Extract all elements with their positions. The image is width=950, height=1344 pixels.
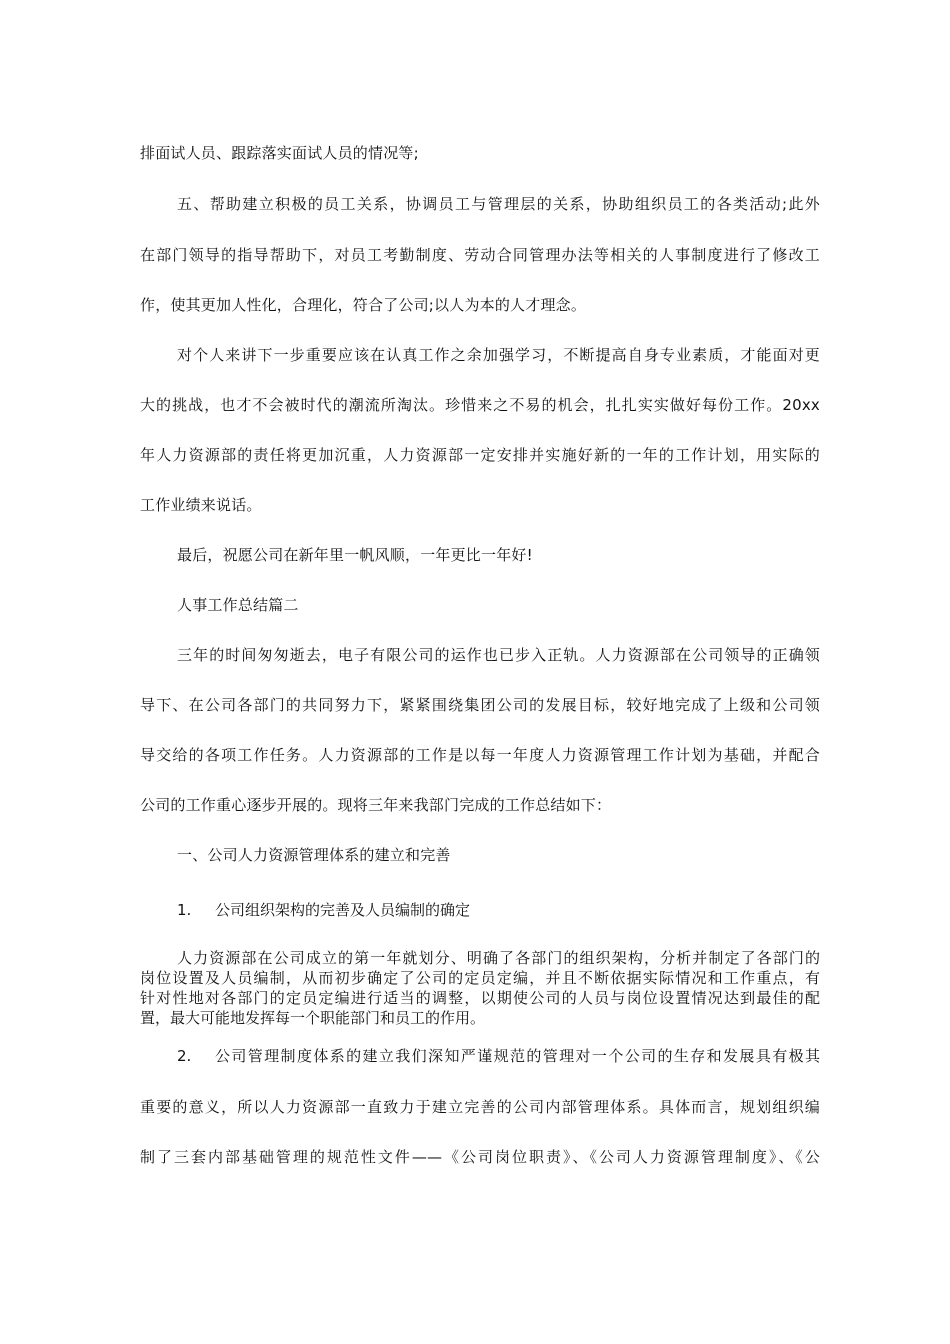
- text-line: 最后，祝愿公司在新年里一帆风顺，一年更比一年好!: [177, 546, 533, 564]
- text-line: 置，最大可能地发挥每一个职能部门和员工的作用。: [140, 1009, 486, 1027]
- list-number: 1.: [177, 901, 192, 919]
- text-line: 制了三套内部基础管理的规范性文件——《公司岗位职责》、《公司人力资源管理制度》、《公: [140, 1148, 820, 1166]
- list-title: 公司管理制度体系的建立我们深知严谨规范的管理对一个公司的生存和发展具有极其: [215, 1047, 820, 1065]
- list-title: 公司组织架构的完善及人员编制的确定: [215, 901, 471, 919]
- text-line: 排面试人员、跟踪落实面试人员的情况等;: [140, 144, 419, 162]
- text-line: 在部门领导的指导帮助下，对员工考勤制度、劳动合同管理办法等相关的人事制度进行了修改工: [140, 246, 820, 264]
- text-line: 三年的时间匆匆逝去，电子有限公司的运作也已步入正轨。人力资源部在公司领导的正确领: [177, 646, 820, 664]
- text-line: 对个人来讲下一步重要应该在认真工作之余加强学习，不断提高自身专业素质，才能面对更: [177, 346, 820, 364]
- list-number: 2.: [177, 1047, 192, 1065]
- subsection-heading: 一、公司人力资源管理体系的建立和完善: [177, 846, 451, 864]
- text-line: 大的挑战，也才不会被时代的潮流所淘汰。珍惜来之不易的机会，扎扎实实做好每份工作。20xx: [140, 396, 820, 414]
- text-line: 年人力资源部的责任将更加沉重，人力资源部一定安排并实施好新的一年的工作计划，用实际的: [140, 446, 820, 464]
- text-line: 五、帮助建立积极的员工关系，协调员工与管理层的关系，协助组织员工的各类活动;此外: [177, 195, 820, 213]
- text-line: 针对性地对各部门的定员定编进行适当的调整，以期使公司的人员与岗位设置情况达到最佳的配: [140, 989, 820, 1007]
- text-line: 公司的工作重心逐步开展的。现将三年来我部门完成的工作总结如下：: [140, 796, 612, 814]
- section-heading: 人事工作总结篇二: [177, 596, 299, 614]
- text-line: 岗位设置及人员编制，从而初步确定了公司的定员定编，并且不断依据实际情况和工作重点，有: [140, 969, 820, 987]
- text-line: 导下、在公司各部门的共同努力下，紧紧围绕集团公司的发展目标，较好地完成了上级和公司领: [140, 696, 820, 714]
- text-line: 人力资源部在公司成立的第一年就划分、明确了各部门的组织架构，分析并制定了各部门的: [177, 949, 820, 967]
- text-line: 作，使其更加人性化，合理化，符合了公司;以人为本的人才理念。: [140, 296, 587, 314]
- text-line: 导交给的各项工作任务。人力资源部的工作是以每一年度人力资源管理工作计划为基础，并配合: [140, 746, 820, 764]
- text-line: 工作业绩来说话。: [140, 496, 262, 514]
- text-line: 重要的意义，所以人力资源部一直致力于建立完善的公司内部管理体系。具体而言，规划组织编: [140, 1098, 820, 1116]
